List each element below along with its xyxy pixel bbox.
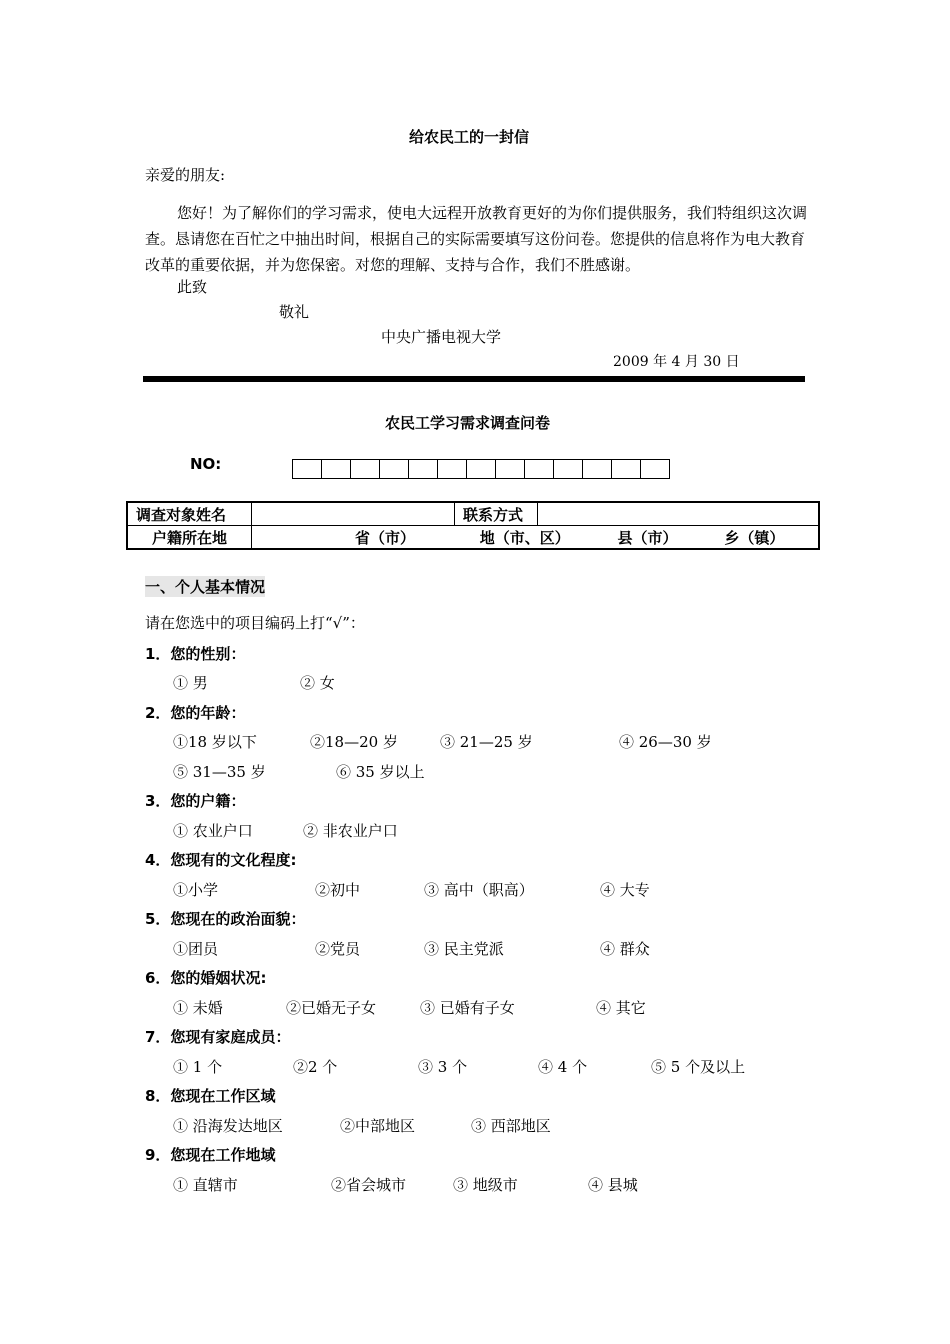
name-field[interactable] bbox=[252, 502, 455, 526]
no-digit-box[interactable] bbox=[350, 459, 380, 479]
no-digit-box[interactable] bbox=[408, 459, 438, 479]
q9-option-4[interactable]: ④ 县城 bbox=[588, 1176, 638, 1194]
no-digit-box[interactable] bbox=[640, 459, 670, 479]
no-digit-box[interactable] bbox=[321, 459, 351, 479]
q5-option-1[interactable]: ①团员 bbox=[173, 940, 219, 958]
q2-option-2[interactable]: ②18—20 岁 bbox=[310, 733, 398, 751]
question-1-label: 1．您的性别： bbox=[145, 645, 246, 663]
q5-option-3[interactable]: ③ 民主党派 bbox=[424, 940, 504, 958]
no-digit-box[interactable] bbox=[611, 459, 641, 479]
town-label: 乡（镇） bbox=[724, 528, 785, 547]
q2-option-4[interactable]: ④ 26—30 岁 bbox=[619, 733, 712, 751]
question-8-label: 8．您现在工作区域 bbox=[145, 1087, 276, 1105]
no-digit-boxes[interactable] bbox=[292, 459, 669, 478]
question-7-label: 7．您现有家庭成员： bbox=[145, 1028, 291, 1046]
question-4-label: 4．您现有的文化程度: bbox=[145, 851, 297, 869]
letter-date: 2009 年 4 月 30 日 bbox=[613, 354, 740, 370]
q1-option-2[interactable]: ② 女 bbox=[300, 674, 335, 692]
no-digit-box[interactable] bbox=[466, 459, 496, 479]
question-3-label: 3．您的户籍： bbox=[145, 792, 246, 810]
q2-option-3[interactable]: ③ 21—25 岁 bbox=[440, 733, 533, 751]
q7-option-2[interactable]: ②2 个 bbox=[293, 1058, 338, 1076]
letter-closing-2: 敬礼 bbox=[279, 303, 310, 321]
letter-closing-1: 此致 bbox=[177, 278, 208, 296]
no-digit-box[interactable] bbox=[437, 459, 467, 479]
no-digit-box[interactable] bbox=[553, 459, 583, 479]
contact-field[interactable] bbox=[538, 502, 820, 526]
province-label: 省（市） bbox=[354, 528, 415, 547]
letter-title: 给农民工的一封信 bbox=[409, 128, 530, 146]
no-label: NO: bbox=[190, 455, 222, 473]
q8-option-3[interactable]: ③ 西部地区 bbox=[471, 1117, 551, 1135]
letter-signature: 中央广播电视大学 bbox=[381, 328, 502, 346]
district-label: 地（市、区） bbox=[479, 528, 570, 547]
section-1-heading: 一、个人基本情况 bbox=[145, 578, 266, 596]
letter-greeting: 亲爱的朋友: bbox=[145, 166, 226, 184]
q7-option-5[interactable]: ⑤ 5 个及以上 bbox=[651, 1058, 746, 1076]
q4-option-4[interactable]: ④ 大专 bbox=[600, 881, 650, 899]
q7-option-1[interactable]: ① 1 个 bbox=[173, 1058, 223, 1076]
q9-option-3[interactable]: ③ 地级市 bbox=[453, 1176, 518, 1194]
q2-option-6[interactable]: ⑥ 35 岁以上 bbox=[336, 763, 425, 781]
question-9-label: 9．您现在工作地域 bbox=[145, 1146, 276, 1164]
q7-option-3[interactable]: ③ 3 个 bbox=[418, 1058, 468, 1076]
q2-option-5[interactable]: ⑤ 31—35 岁 bbox=[173, 763, 266, 781]
no-digit-box[interactable] bbox=[495, 459, 525, 479]
respondent-info-table bbox=[126, 501, 820, 550]
instruction-text: 请在您选中的项目编码上打“√”： bbox=[145, 614, 365, 632]
question-6-label: 6．您的婚姻状况: bbox=[145, 969, 267, 987]
no-digit-box[interactable] bbox=[524, 459, 554, 479]
hukou-field[interactable] bbox=[252, 526, 820, 550]
survey-title: 农民工学习需求调查问卷 bbox=[385, 414, 551, 432]
name-label: 调查对象姓名 bbox=[127, 502, 252, 526]
q6-option-4[interactable]: ④ 其它 bbox=[596, 999, 646, 1017]
q4-option-2[interactable]: ②初中 bbox=[315, 881, 361, 899]
contact-label: 联系方式 bbox=[455, 502, 538, 526]
q3-option-2[interactable]: ② 非农业户口 bbox=[303, 822, 398, 840]
q2-option-1[interactable]: ①18 岁以下 bbox=[173, 733, 257, 751]
q6-option-1[interactable]: ① 未婚 bbox=[173, 999, 223, 1017]
hukou-label: 户籍所在地 bbox=[127, 526, 252, 550]
q9-option-1[interactable]: ① 直辖市 bbox=[173, 1176, 238, 1194]
q8-option-2[interactable]: ②中部地区 bbox=[340, 1117, 416, 1135]
q6-option-3[interactable]: ③ 已婚有子女 bbox=[420, 999, 515, 1017]
question-2-label: 2．您的年龄： bbox=[145, 704, 246, 722]
county-label: 县（市） bbox=[617, 528, 678, 547]
q5-option-4[interactable]: ④ 群众 bbox=[600, 940, 650, 958]
letter-body: 您好！为了解你们的学习需求，使电大远程开放教育更好的为你们提供服务，我们特组织这次调查。恳请您在百忙之中抽出时间，根据自己的实际需要填写这份问卷。您提供的信息将作为电大教育改革的重要依据，并为您保密。对您的理解、支持与合作，我们不胜感谢。 bbox=[145, 204, 808, 274]
q7-option-4[interactable]: ④ 4 个 bbox=[538, 1058, 588, 1076]
no-digit-box[interactable] bbox=[379, 459, 409, 479]
q6-option-2[interactable]: ②已婚无子女 bbox=[286, 999, 377, 1017]
no-digit-box[interactable] bbox=[582, 459, 612, 479]
divider-rule bbox=[143, 376, 805, 382]
no-digit-box[interactable] bbox=[292, 459, 322, 479]
question-5-label: 5．您现在的政治面貌： bbox=[145, 910, 306, 928]
q9-option-2[interactable]: ②省会城市 bbox=[331, 1176, 407, 1194]
q4-option-1[interactable]: ①小学 bbox=[173, 881, 219, 899]
q4-option-3[interactable]: ③ 高中（职高） bbox=[424, 881, 534, 899]
q5-option-2[interactable]: ②党员 bbox=[315, 940, 361, 958]
q1-option-1[interactable]: ① 男 bbox=[173, 674, 208, 692]
q8-option-1[interactable]: ① 沿海发达地区 bbox=[173, 1117, 283, 1135]
q3-option-1[interactable]: ① 农业户口 bbox=[173, 822, 253, 840]
